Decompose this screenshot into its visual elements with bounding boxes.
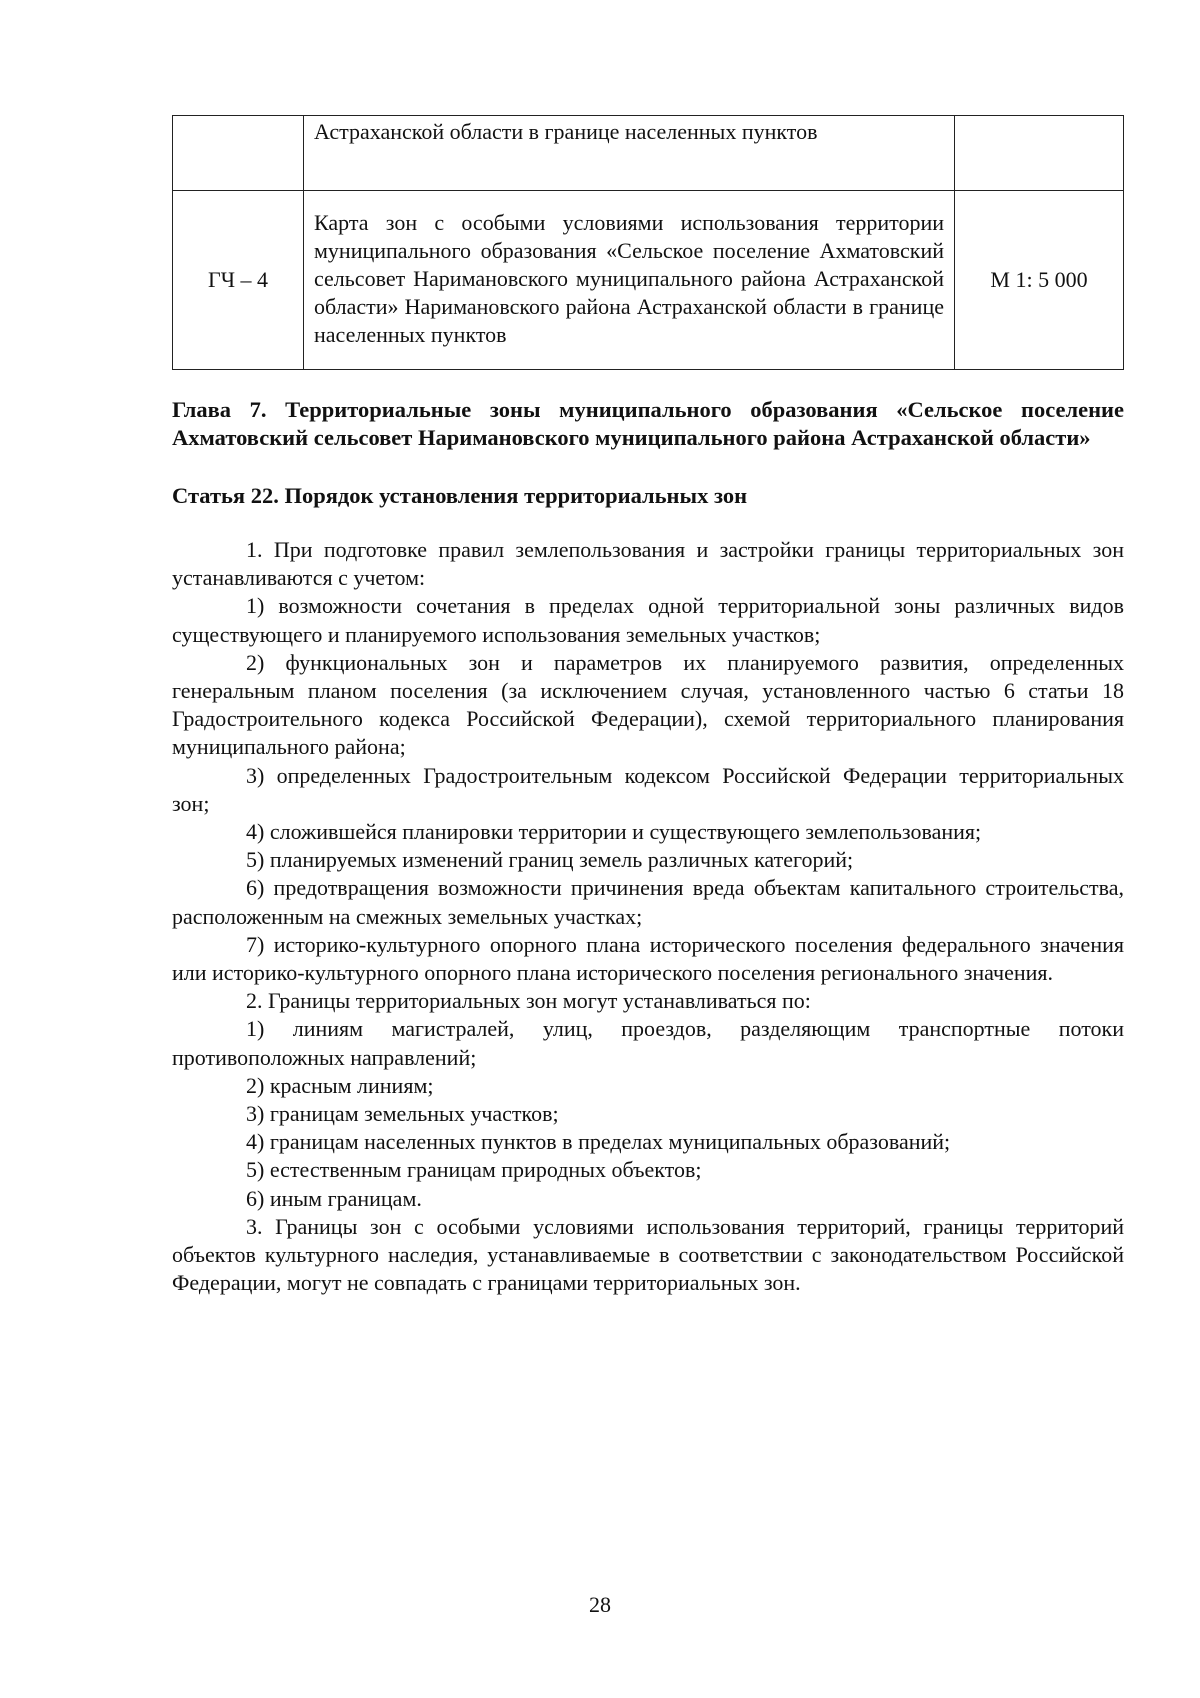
paragraph: 1. При подготовке правил землепользования и застройки границы территориальных зон устанавливаются с учетом: bbox=[172, 537, 1124, 591]
paragraph: 5) естественным границам природных объектов; bbox=[246, 1157, 702, 1183]
paragraph: 3) границам земельных участков; bbox=[246, 1101, 559, 1127]
map-scale-cell bbox=[955, 116, 1124, 191]
document-page bbox=[172, 115, 1124, 1297]
paragraph: 5) планируемых изменений границ земель различных категорий; bbox=[246, 847, 854, 873]
paragraph: 1) линиям магистралей, улиц, проездов, разделяющим транспортные потоки противоположных направлений; bbox=[172, 1016, 1124, 1070]
article-body bbox=[172, 536, 1124, 1297]
map-scale-cell: М 1: 5 000 bbox=[955, 191, 1124, 370]
table-row bbox=[173, 116, 1124, 191]
article-heading: Статья 22. Порядок установления территориальных зон bbox=[172, 483, 748, 508]
paragraph: 7) историко-культурного опорного плана исторического поселения федерального значения или историко-культурного опорного плана исторического поселения регионального значения. bbox=[172, 931, 1124, 986]
paragraph: 2. Границы территориальных зон могут устанавливаться по: bbox=[246, 988, 811, 1014]
paragraph: 6) предотвращения возможности причинения вреда объектам капитального строительства, расположенным на смежных земельных участках; bbox=[172, 875, 1124, 929]
paragraph: 3) определенных Градостроительным кодексом Российской Федерации территориальных зон; bbox=[172, 762, 1124, 816]
paragraph: 3. Границы зон с особыми условиями использования территорий, границы территорий объектов культурного наследия, устанавливаемые в соответствии с законодательством Российской Федерации, могут не совпадать с границами территориальных зон. bbox=[172, 1213, 1124, 1296]
map-code-cell: ГЧ – 4 bbox=[173, 191, 304, 370]
map-code-cell bbox=[173, 116, 304, 191]
table-row bbox=[173, 191, 1124, 370]
chapter-heading: Глава 7. Территориальные зоны муниципального образования «Сельское поселение Ахматовский сельсовет Наримановского муниципального района Астраханской области» bbox=[172, 397, 1124, 450]
page-number: 28 bbox=[589, 1592, 611, 1617]
paragraph: 6) иным границам. bbox=[246, 1185, 422, 1211]
map-description-cell: Карта зон с особыми условиями использования территории муниципального образования «Сельское поселение Ахматовский сельсовет Наримановского муниципального района Астраханской области» Наримановского района Астраханской области в границе населенных пунктов bbox=[304, 191, 955, 370]
maps-table bbox=[172, 115, 1124, 370]
paragraph: 4) границам населенных пунктов в пределах муниципальных образований; bbox=[246, 1129, 951, 1155]
paragraph: 2) красным линиям; bbox=[246, 1072, 434, 1098]
paragraph: 2) функциональных зон и параметров их планируемого развития, определенных генеральным планом поселения (за исключением случая, установленного частью 6 статьи 18 Градостроительного кодекса Российской Федерации), схемой территориального планирования муниципального района; bbox=[172, 649, 1124, 760]
paragraph: 1) возможности сочетания в пределах одной территориальной зоны различных видов существующего и планируемого использования земельных участков; bbox=[172, 593, 1124, 647]
paragraph: 4) сложившейся планировки территории и существующего землепользования; bbox=[246, 819, 982, 845]
map-description-cell: Астраханской области в границе населенных пунктов bbox=[304, 116, 955, 191]
